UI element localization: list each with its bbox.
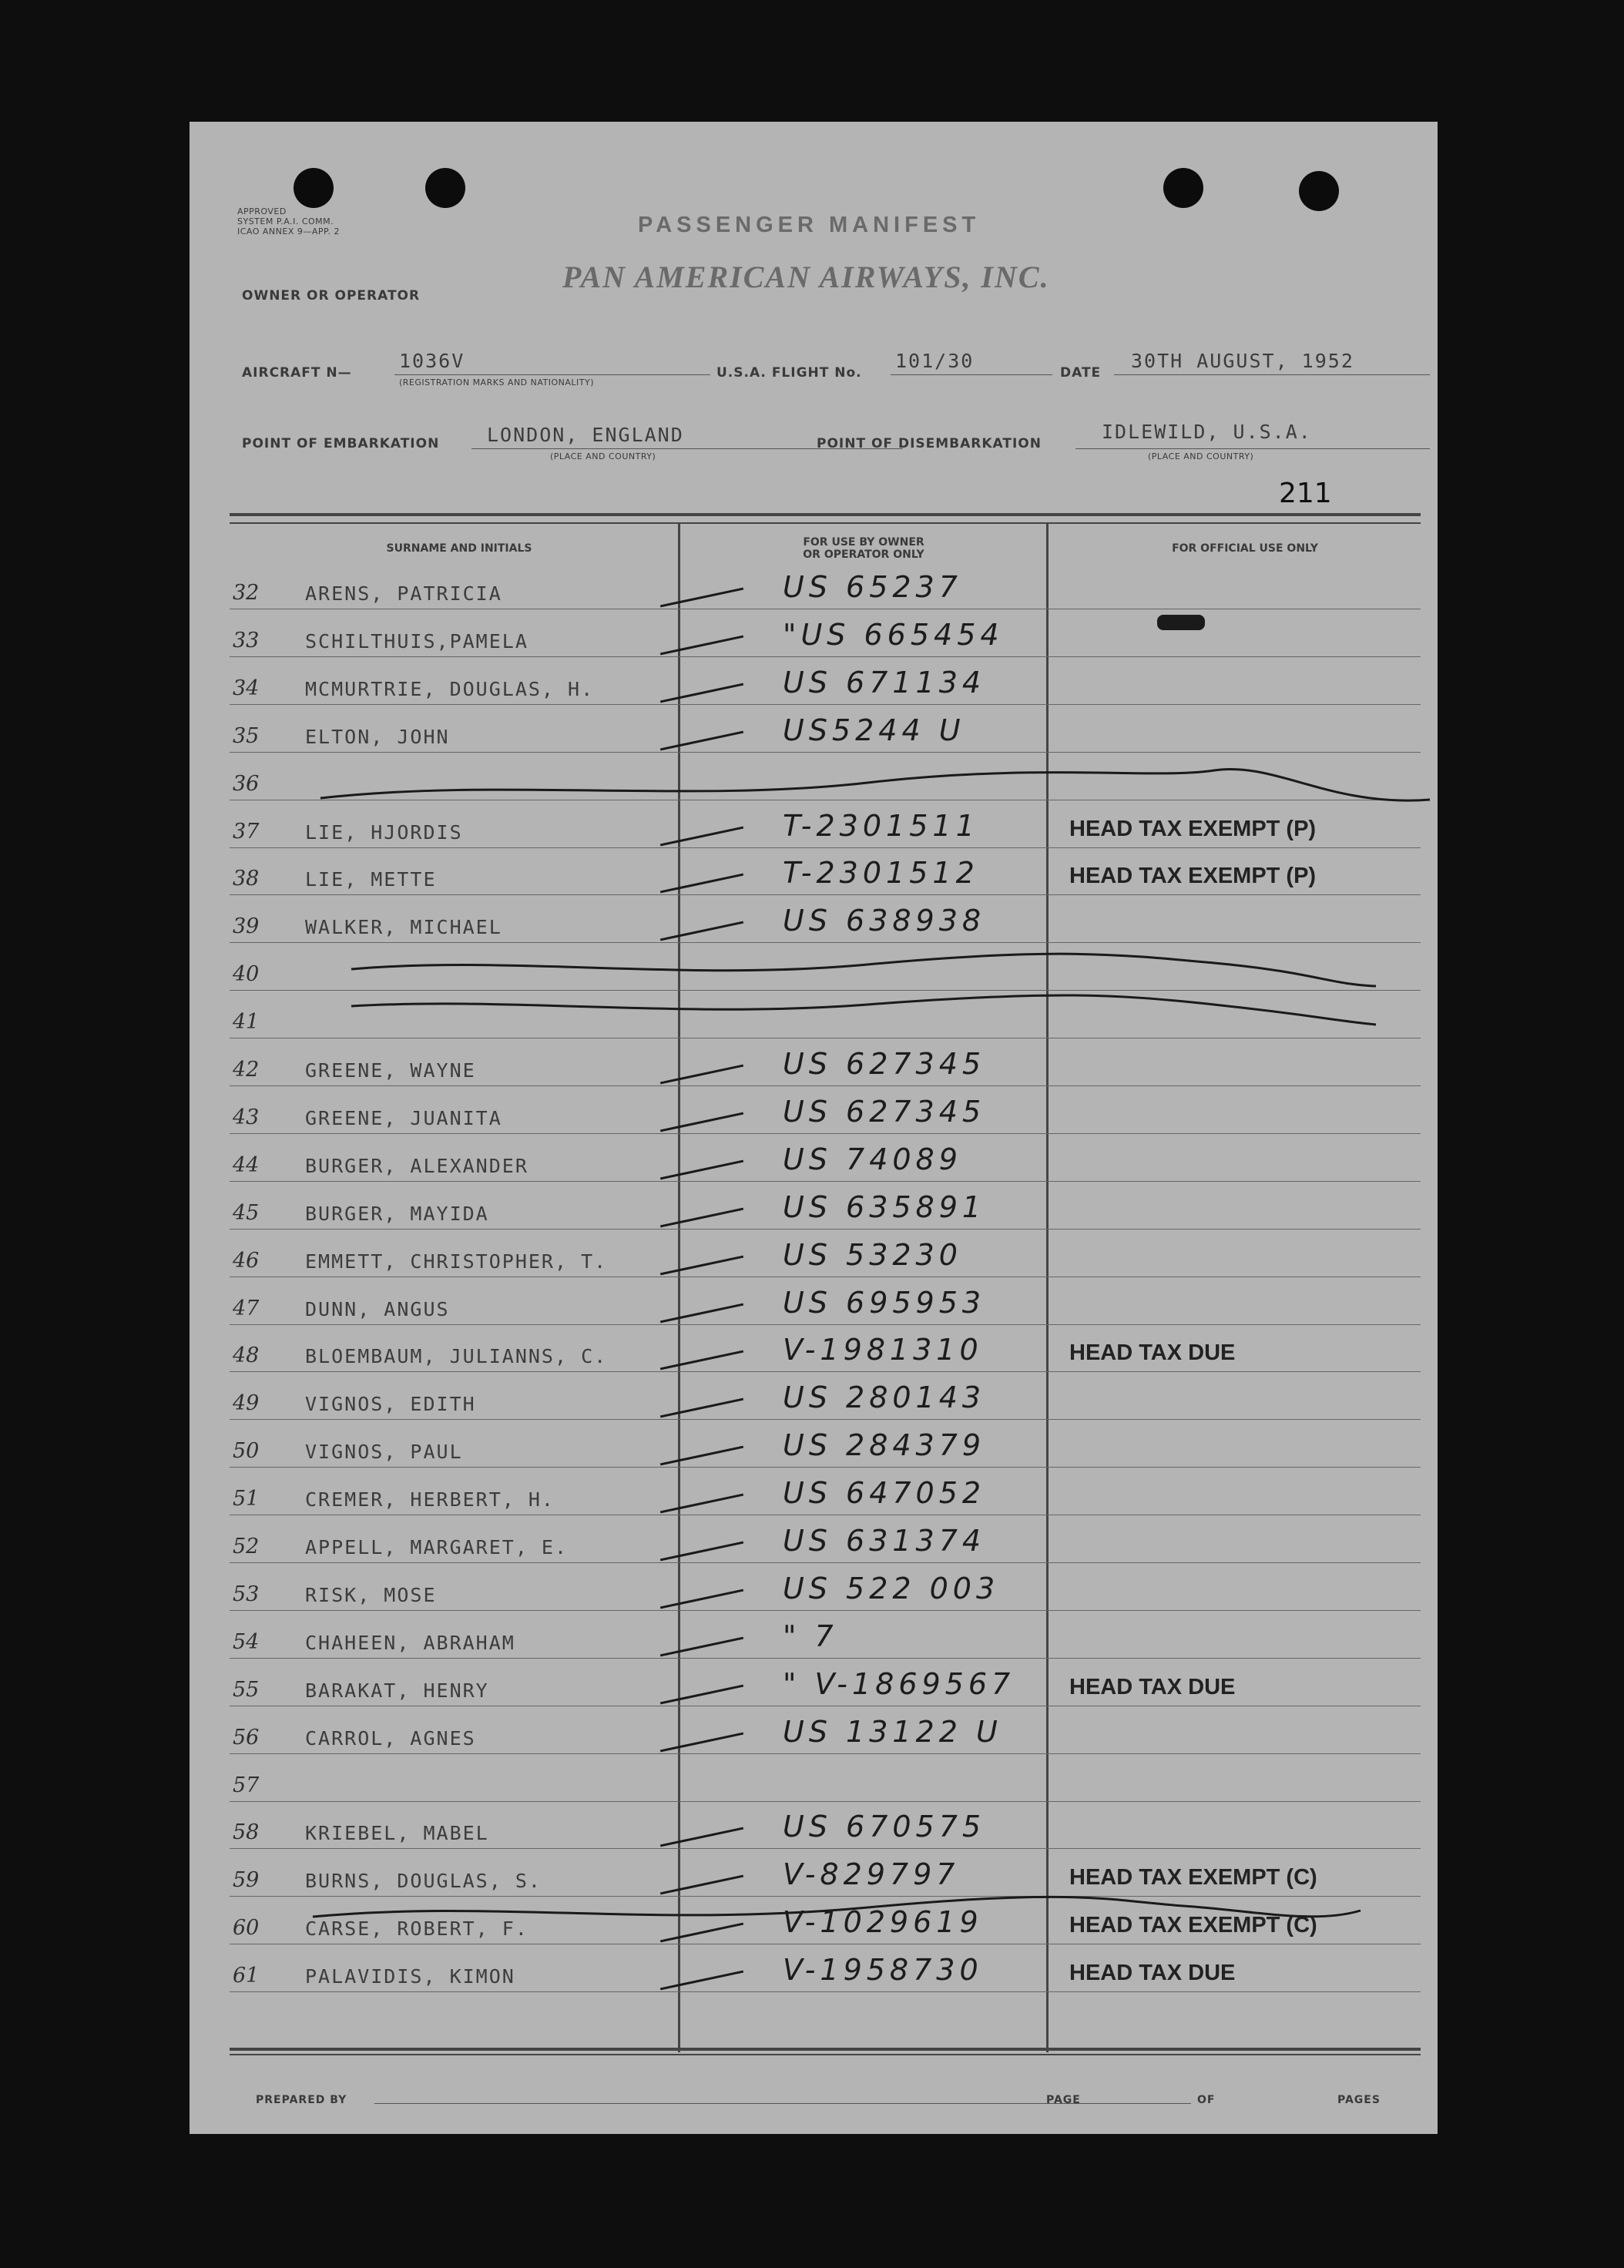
row-number: 40 [233,962,260,986]
column-header-official: FOR OFFICIAL USE ONLY [1172,542,1318,555]
passenger-name: LIE, METTE [305,868,437,891]
official-note: HEAD TAX EXEMPT (C) [1069,1865,1317,1890]
date-label: DATE [1060,365,1102,381]
passenger-name: RISK, MOSE [305,1584,437,1606]
passport-number: US5244 U [783,713,965,747]
passport-number: US 65237 [783,570,962,604]
passport-number: US 627345 [783,1095,986,1129]
embark-label: POINT OF EMBARKATION [242,436,440,451]
passenger-name: ELTON, JOHN [305,726,450,748]
passport-number: T-2301511 [783,809,979,843]
row-number: 33 [233,629,260,653]
official-note: HEAD TAX EXEMPT (P) [1069,864,1317,888]
row-number: 58 [233,1820,260,1844]
redaction-scribble [1157,615,1205,630]
passport-number: US 695953 [783,1286,986,1320]
passport-number: US 13122 U [783,1715,1002,1749]
date-value: 30TH AUGUST, 1952 [1131,350,1354,372]
row-number: 44 [233,1153,260,1177]
row-number: 49 [233,1391,260,1415]
aircraft-label: AIRCRAFT N— [242,365,352,381]
disembark-value: IDLEWILD, U.S.A. [1102,421,1312,443]
row-number: 54 [233,1630,260,1654]
passenger-name: MCMURTRIE, DOUGLAS, H. [305,678,595,700]
row-number: 38 [233,867,260,891]
row-number: 34 [233,676,260,700]
flight-label: U.S.A. FLIGHT No. [716,365,862,381]
passport-number: US 647052 [783,1476,986,1510]
void-strike-40 [351,954,1376,986]
row-number: 42 [233,1058,260,1082]
row-number: 60 [233,1916,260,1940]
row-number: 56 [233,1726,260,1750]
approval-note: APPROVED SYSTEM P.A.I. COMM. ICAO ANNEX 9—APP. 2 [237,206,340,237]
column-header-names: SURNAME AND INITIALS [386,542,532,555]
passport-number: V-829797 [783,1857,960,1891]
passport-number: US 670575 [783,1810,986,1844]
passenger-name: SCHILTHUIS,PAMELA [305,630,528,653]
passport-number: T-2301512 [783,856,979,890]
void-strike-57 [313,1897,1361,1917]
void-row-strikes [190,122,1438,2134]
official-note: HEAD TAX EXEMPT (P) [1069,817,1317,841]
passenger-name: BARAKAT, HENRY [305,1679,489,1702]
prepared-by-label: PREPARED BY [256,2094,347,2106]
row-number: 32 [233,581,260,605]
passenger-name: APPELL, MARGARET, E. [305,1536,569,1558]
passenger-name: CARROL, AGNES [305,1727,476,1750]
passport-number: US 671134 [783,666,986,700]
row-number: 48 [233,1344,260,1367]
row-number: 37 [233,820,260,844]
passenger-name: KRIEBEL, MABEL [305,1822,489,1844]
passenger-name: BURGER, MAYIDA [305,1203,489,1225]
passenger-name: CARSE, ROBERT, F. [305,1917,528,1940]
column-header-owner: FOR USE BY OWNER OR OPERATOR ONLY [803,536,924,561]
passport-number: US 631374 [783,1524,986,1558]
passport-number: US 635891 [783,1190,986,1224]
passenger-name: VIGNOS, PAUL [305,1441,463,1463]
passport-number: US 74089 [783,1142,962,1176]
passenger-name: LIE, HJORDIS [305,821,463,844]
passenger-name: GREENE, WAYNE [305,1059,476,1082]
row-number: 47 [233,1297,260,1320]
embark-caption: (PLACE AND COUNTRY) [550,451,656,461]
passenger-name: BURGER, ALEXANDER [305,1155,528,1177]
row-number: 57 [233,1773,260,1797]
row-number: 46 [233,1249,260,1273]
passport-number: V-1958730 [783,1953,983,1987]
disembark-caption: (PLACE AND COUNTRY) [1148,451,1254,461]
passenger-name: GREENE, JUANITA [305,1107,502,1129]
passenger-name: ARENS, PATRICIA [305,582,502,605]
registration-caption: (REGISTRATION MARKS AND NATIONALITY) [399,377,595,388]
passenger-name: VIGNOS, EDITH [305,1393,476,1415]
row-number: 61 [233,1964,260,1988]
table-bottom-rule [230,2048,1421,2051]
passport-number: V-1029619 [783,1905,983,1939]
row-number: 41 [233,1010,260,1034]
passport-number: " V-1869567 [783,1667,1015,1701]
passport-number: US 284379 [783,1428,986,1462]
passport-number: US 627345 [783,1047,986,1081]
passport-number: US 280143 [783,1381,986,1414]
row-number: 45 [233,1201,260,1225]
disembark-label: POINT OF DISEMBARKATION [817,436,1042,451]
company-name: PAN AMERICAN AIRWAYS, INC. [562,260,1050,294]
pages-label: PAGES [1337,2094,1381,2106]
row-number: 52 [233,1535,260,1558]
passenger-name: PALAVIDIS, KIMON [305,1965,515,1988]
passenger-name: WALKER, MICHAEL [305,916,502,938]
row-number: 43 [233,1105,260,1129]
of-label: OF [1197,2094,1216,2106]
passport-number: " 7 [783,1619,838,1653]
owner-label: OWNER OR OPERATOR [242,288,421,304]
passenger-name: DUNN, ANGUS [305,1298,450,1320]
passenger-name: CHAHEEN, ABRAHAM [305,1632,515,1654]
sheet-number: 211 [1279,478,1332,509]
passport-number: US 522 003 [783,1572,1000,1605]
void-strike-36 [320,769,1430,800]
passport-number: "US 665454 [783,618,1004,652]
passport-number: US 638938 [783,904,986,938]
form-title: PASSENGER MANIFEST [638,213,981,237]
official-note: HEAD TAX DUE [1069,1340,1236,1365]
aircraft-value: 1036V [399,350,465,372]
table-bottom-rule-2 [230,2054,1421,2055]
page-label: PAGE [1046,2094,1081,2106]
passenger-name: EMMETT, CHRISTOPHER, T. [305,1250,608,1273]
row-number: 36 [233,772,260,796]
row-number: 50 [233,1439,260,1463]
row-number: 35 [233,724,260,748]
official-note: HEAD TAX EXEMPT (C) [1069,1913,1317,1938]
row-number: 55 [233,1678,260,1702]
passport-number: US 53230 [783,1238,962,1272]
row-number: 51 [233,1487,260,1511]
void-strike-41 [351,995,1376,1025]
official-note: HEAD TAX DUE [1069,1961,1236,1985]
passport-number: V-1981310 [783,1333,983,1367]
row-number: 39 [233,914,260,938]
passenger-name: CREMER, HERBERT, H. [305,1488,555,1511]
row-number: 53 [233,1582,260,1606]
passenger-name: BURNS, DOUGLAS, S. [305,1870,542,1892]
embark-value: LONDON, ENGLAND [487,424,684,446]
flight-value: 101/30 [895,350,975,372]
row-number: 59 [233,1868,260,1892]
manifest-sheet [190,122,1438,2134]
passenger-name: BLOEMBAUM, JULIANNS, C. [305,1345,608,1367]
official-note: HEAD TAX DUE [1069,1675,1236,1699]
